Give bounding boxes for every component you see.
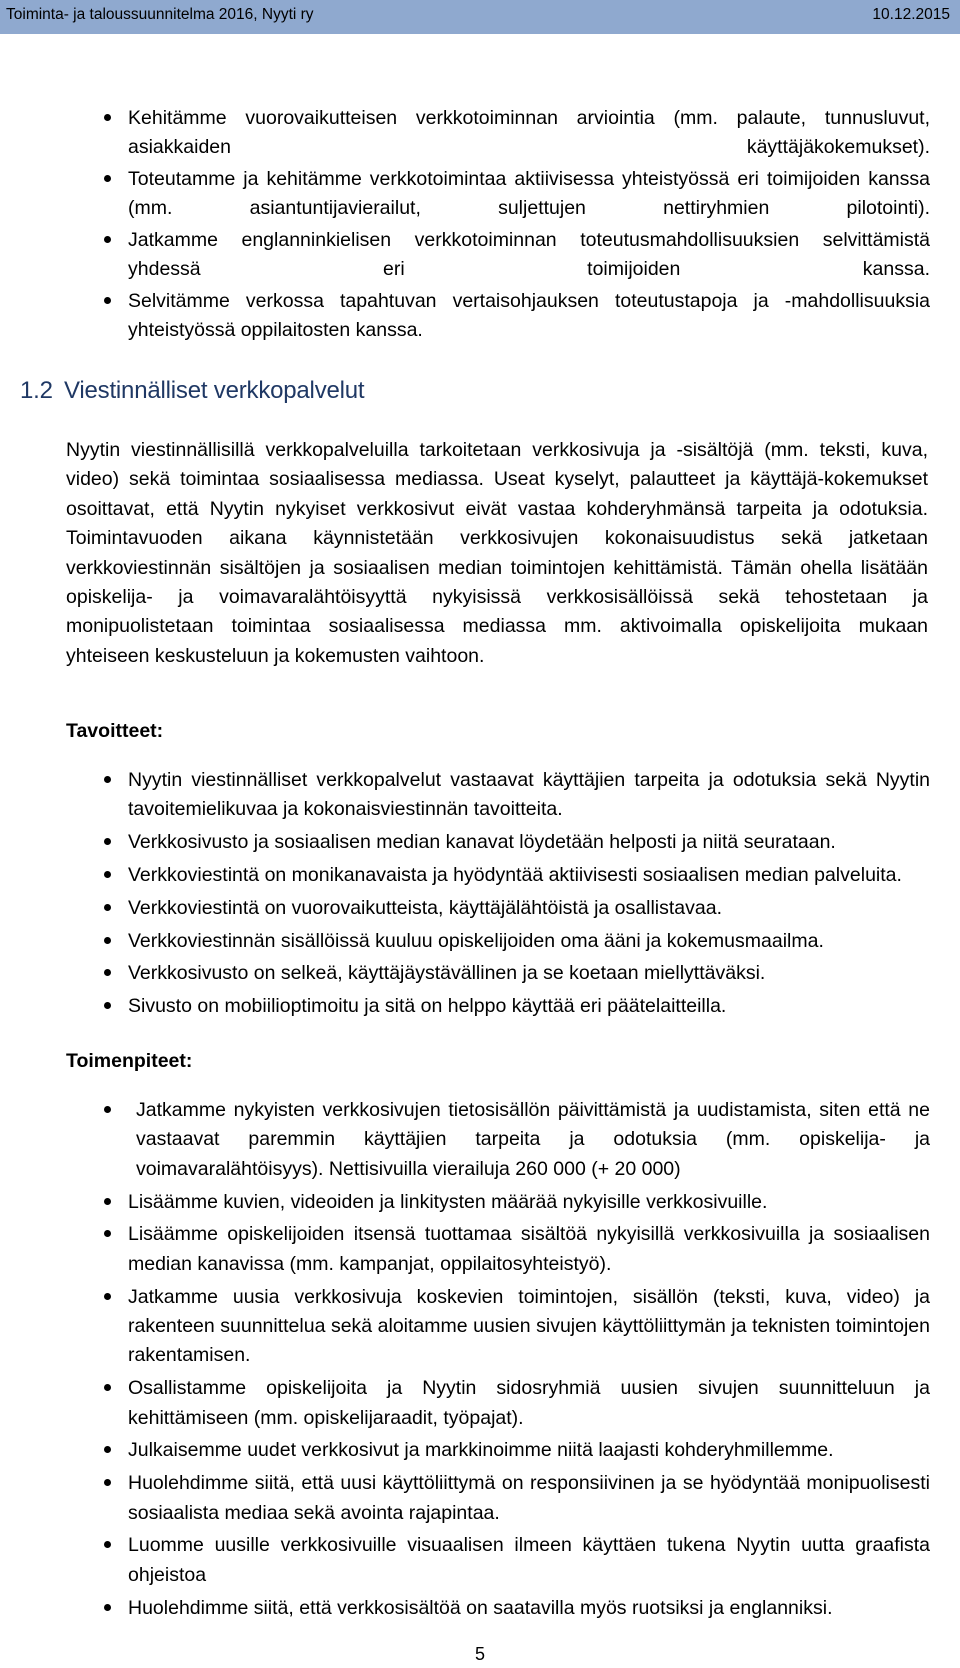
- list-item: Toteutamme ja kehitämme verkkotoimintaa aktiivisessa yhteistyössä eri toimijoiden kanssa (mm. asiantuntijavierailut, suljettujen nettiryhmien pilotointi).: [128, 165, 930, 223]
- goals-list: [128, 766, 930, 1025]
- bullet-icon: [104, 1384, 111, 1391]
- section-heading: [20, 377, 364, 405]
- list-item: Jatkamme uusia verkkosivuja koskevien toimintojen, sisällön (teksti, kuva, video) ja rakenteen suunnittelua sekä aloitamme uusien sivujen käyttöliittymän ja teknisten toimintojen rakentamisen.: [128, 1283, 930, 1371]
- bullet-icon: [104, 1106, 111, 1113]
- list-item: Nyytin viestinnälliset verkkopalvelut vastaavat käyttäjien tarpeita ja odotuksia sekä Nyytin tavoitemielikuvaa ja kokonaisviestinnän tavoitteita.: [128, 766, 930, 825]
- bullet-icon: [104, 1293, 111, 1300]
- bullet-icon: [104, 1002, 111, 1009]
- list-item: Verkkoviestintä on vuorovaikutteista, käyttäjälähtöistä ja osallistavaa.: [128, 894, 930, 923]
- bullet-icon: [104, 1198, 111, 1205]
- list-item: Lisäämme kuvien, videoiden ja linkitysten määrää nykyisille verkkosivuille.: [128, 1188, 930, 1217]
- actions-heading: Toimenpiteet:: [66, 1050, 193, 1072]
- bullet-icon: [104, 1479, 111, 1486]
- list-item: Huolehdimme siitä, että uusi käyttöliittymä on responsiivinen ja se hyödyntää monipuolisesti sosiaalista mediaa sekä avointa rajapintaa.: [128, 1469, 930, 1528]
- page-header: [0, 0, 960, 34]
- bullet-icon: [104, 1230, 111, 1237]
- bullet-icon: [104, 904, 111, 911]
- bullet-icon: [104, 1604, 111, 1611]
- bullet-icon: [104, 1541, 111, 1548]
- bullet-icon: [104, 1446, 111, 1453]
- list-item: Verkkoviestinnän sisällöissä kuuluu opiskelijoiden oma ääni ja kokemusmaailma.: [128, 927, 930, 956]
- section-title: Viestinnälliset verkkopalvelut: [64, 377, 365, 404]
- bullet-icon: [104, 236, 111, 243]
- section-paragraph: Nyytin viestinnällisillä verkkopalveluilla tarkoitetaan verkkosivuja ja -sisältöjä (mm. teksti, kuva, video) sekä toimintaa sosiaalisessa mediassa. Useat kyselyt, palautteet ja käyttäjä-kokemukset osoittavat, että Nyytin nykyiset verkkosivut eivät vastaa kohderyhmänsä tarpeita ja odotuksia. Toimintavuoden aikana käynnistetään verkkosivujen kokonaisuudistus sekä jatketaan verkkoviestinnän sisältöjen ja sosiaalisen median toimintojen kehittämistä. Tämän ohella lisätään opiskelija- ja voimavaralähtöisyyttä nykyisissä verkkosisällöissä sekä tehostetaan ja monipuolistetaan toimintaa sosiaalisessa mediassa mm. aktivoimalla opiskelijoita mukaan yhteiseen keskusteluun ja kokemusten vaihtoon.: [66, 439, 928, 667]
- list-item: Sivusto on mobiilioptimoitu ja sitä on helppo käyttää eri päätelaitteilla.: [128, 992, 930, 1021]
- header-document-title: Toiminta- ja taloussuunnitelma 2016, Nyyti ry: [6, 6, 314, 23]
- list-item: Jatkamme englanninkielisen verkkotoiminnan toteutusmahdollisuuksien selvittämistä yhdessä eri toimijoiden kanssa.: [128, 226, 930, 284]
- goals-heading: Tavoitteet:: [66, 720, 164, 742]
- bullet-icon: [104, 969, 111, 976]
- list-item: Jatkamme nykyisten verkkosivujen tietosisällön päivittämistä ja uudistamista, siten että ne vastaavat paremmin käyttäjien tarpeita ja odotuksia (mm. opiskelija- ja voimavaralähtöisyys). Nettisivuilla vierailuja 260 000 (+ 20 000): [128, 1096, 930, 1184]
- bullet-icon: [104, 776, 111, 783]
- list-item: Verkkosivusto on selkeä, käyttäjäystävällinen ja se koetaan miellyttäväksi.: [128, 959, 930, 988]
- list-item: Selvitämme verkossa tapahtuvan vertaisohjauksen toteutustapoja ja -mahdollisuuksia yhteistyössä oppilaitosten kanssa.: [128, 287, 930, 345]
- bullet-icon: [104, 871, 111, 878]
- list-item: Kehitämme vuorovaikutteisen verkkotoiminnan arviointia (mm. palaute, tunnusluvut, asiakkaiden käyttäjäkokemukset).: [128, 104, 930, 162]
- page-number: 5: [474, 1644, 485, 1664]
- bullet-icon: [104, 297, 111, 304]
- actions-list: [128, 1096, 930, 1626]
- bullet-icon: [104, 175, 111, 182]
- header-date: 10.12.2015: [872, 6, 950, 23]
- list-item: Verkkosivusto ja sosiaalisen median kanavat löydetään helposti ja niitä seurataan.: [128, 828, 930, 857]
- list-item: Luomme uusille verkkosivuille visuaalisen ilmeen käyttäen tukena Nyytin uutta graafista ohjeistoa: [128, 1531, 930, 1590]
- list-item: Lisäämme opiskelijoiden itsensä tuottamaa sisältöä nykyisillä verkkosivuilla ja sosiaalisen median kanavissa (mm. kampanjat, oppilaitosyhteistyö).: [128, 1220, 930, 1279]
- list-item: Osallistamme opiskelijoita ja Nyytin sidosryhmiä uusien sivujen suunnitteluun ja kehittämiseen (mm. opiskelijaraadit, työpajat).: [128, 1374, 930, 1433]
- bullet-icon: [104, 114, 111, 121]
- bullet-icon: [104, 937, 111, 944]
- intro-bullet-list: [128, 104, 930, 348]
- bullet-icon: [104, 838, 111, 845]
- list-item: Julkaisemme uudet verkkosivut ja markkinoimme niitä laajasti kohderyhmillemme.: [128, 1436, 930, 1465]
- list-item: Verkkoviestintä on monikanavaista ja hyödyntää aktiivisesti sosiaalisen median palveluita.: [128, 861, 930, 890]
- list-item: Huolehdimme siitä, että verkkosisältöä on saatavilla myös ruotsiksi ja englanniksi.: [128, 1594, 930, 1623]
- section-number: 1.2: [20, 377, 53, 404]
